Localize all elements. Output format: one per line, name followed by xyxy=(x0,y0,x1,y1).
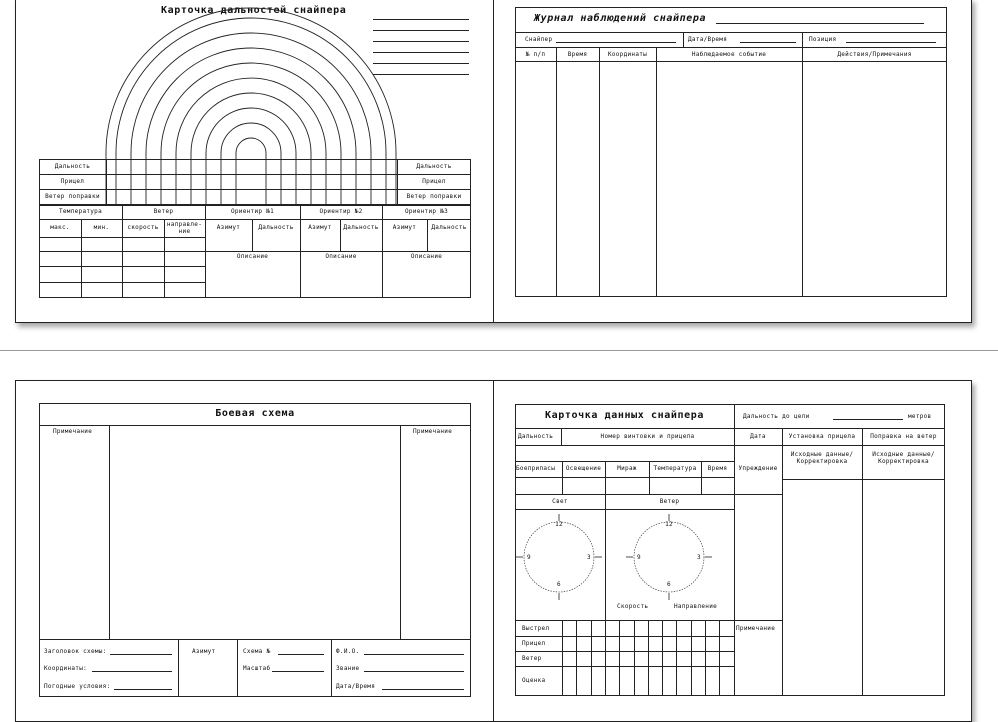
range-row-label-sight: Прицел xyxy=(60,178,85,185)
shot-grid-divider xyxy=(605,620,606,696)
note-label: Примечание xyxy=(736,625,776,632)
header-landmark-1: Ориентир №1 xyxy=(230,208,275,215)
range-row-label-wind: Ветер поправки xyxy=(45,193,100,200)
light-label: Свет xyxy=(552,498,568,505)
azimuth-label: Азимут xyxy=(192,648,216,655)
temperature-label: Температура xyxy=(653,465,697,472)
log-col-coordinates: Координаты xyxy=(607,51,648,58)
observation-log-title: Журнал наблюдений снайпера xyxy=(534,13,707,24)
wind-direction: направле- ние xyxy=(166,221,203,235)
lm1-description: Описание xyxy=(236,253,269,260)
range-arc xyxy=(236,138,266,159)
weather-label: Погодные условия: xyxy=(44,683,111,690)
rifle-scope-label: Номер винтовки и прицела xyxy=(600,433,695,440)
row-wind: Ветер xyxy=(522,655,542,662)
light-clock-3: 3 xyxy=(587,554,591,561)
temp-min: мин. xyxy=(93,224,110,231)
meters-label: метров xyxy=(908,413,932,420)
scheme-no-label: Схема № xyxy=(243,648,271,655)
range-arc xyxy=(176,78,326,159)
header-wind: Ветер xyxy=(153,208,174,215)
range-row-label-distance: Дальность xyxy=(54,163,91,170)
data-card xyxy=(494,381,971,721)
lm2-distance: Дальность xyxy=(343,224,379,231)
shot-grid-divider xyxy=(691,620,692,696)
lm3-description: Описание xyxy=(410,253,443,260)
fio-label: Ф.И.О. xyxy=(336,648,360,655)
notes-right: Примечание xyxy=(413,428,453,435)
header-temperature: Температура xyxy=(58,208,103,215)
mirage-label: Мираж xyxy=(617,465,637,472)
combat-scheme xyxy=(16,381,493,721)
data-card-title: Карточка данных снайпера xyxy=(545,410,704,421)
direction-label: Направление xyxy=(674,603,718,610)
combat-scheme-title: Боевая схема xyxy=(215,408,295,419)
row-shot: Выстрел xyxy=(522,625,550,632)
light-clock-9: 9 xyxy=(527,554,531,561)
range-card-title: Карточка дальностей снайпера xyxy=(161,5,347,16)
scheme-title-label: Заголовок схемы: xyxy=(44,648,107,655)
range-arc xyxy=(146,48,356,159)
rank-label: Звание xyxy=(336,665,360,672)
log-datetime-label: Дата/Время xyxy=(688,36,728,43)
shot-grid-divider xyxy=(648,620,649,696)
header-landmark-3: Ориентир №3 xyxy=(404,208,449,215)
log-col-number: № п/п xyxy=(525,51,546,58)
lighting-label: Освещение xyxy=(565,465,602,472)
row-sight: Прицел xyxy=(522,640,546,647)
range-card xyxy=(16,0,493,322)
shot-grid-divider xyxy=(591,620,592,696)
temp-max: макс. xyxy=(50,224,70,231)
log-sniper-label: Снайпер xyxy=(525,36,553,43)
wind-clock-6: 6 xyxy=(667,581,671,588)
lm3-azimuth: Азимут xyxy=(392,224,417,231)
shot-grid-divider xyxy=(619,620,620,696)
log-col-actions: Действия/Примечания xyxy=(837,51,912,58)
scope-setting-label: Установка прицела xyxy=(788,433,856,440)
lm3-distance: Дальность xyxy=(431,224,467,231)
row-score: Оценка xyxy=(522,677,546,684)
range-row-label-sight-right: Прицел xyxy=(422,178,446,185)
wind-speed: скорость xyxy=(127,224,159,231)
time-label: Время xyxy=(707,465,728,472)
log-col-time: Время xyxy=(567,51,588,58)
shot-grid-divider xyxy=(676,620,677,696)
date-label: Дата xyxy=(750,433,766,440)
range-arc xyxy=(206,108,296,159)
light-clock-6: 6 xyxy=(557,581,561,588)
initial-data-label-2: Исходные данные/ Корректировка xyxy=(872,451,935,465)
range-row-label-wind-right: Ветер поправки xyxy=(406,193,462,200)
lm1-distance: Дальность xyxy=(258,224,294,231)
range-row-label-distance-right: Дальность xyxy=(416,163,452,170)
shot-grid-divider xyxy=(719,620,720,696)
observation-log xyxy=(494,0,971,322)
wind-clock-12: 12 xyxy=(665,521,673,528)
lead-label: Упреждение xyxy=(738,465,778,472)
range-arc xyxy=(221,123,281,159)
log-position-label: Позиция xyxy=(809,36,837,43)
coordinates-label: Координаты: xyxy=(44,665,88,672)
bottom-sheet xyxy=(15,380,972,722)
light-clock-12: 12 xyxy=(555,521,563,528)
shot-grid-divider xyxy=(705,620,706,696)
range-arc xyxy=(191,93,311,159)
distance-label: Дальность xyxy=(518,433,554,440)
wind-clock-3: 3 xyxy=(697,554,701,561)
page-separator xyxy=(0,350,998,351)
wind-clock-9: 9 xyxy=(637,554,641,561)
lm2-azimuth: Азимут xyxy=(308,224,332,231)
ammo-label: Боеприпасы xyxy=(516,465,556,472)
header-landmark-2: Ориентир №2 xyxy=(319,208,363,215)
log-col-event: Наблюдаемое событие xyxy=(691,51,767,58)
shot-grid-divider xyxy=(576,620,577,696)
scheme-datetime-label: Дата/Время xyxy=(336,683,376,690)
wind-correction-label: Поправка на ветер xyxy=(870,433,937,440)
lm1-azimuth: Азимут xyxy=(216,224,241,231)
top-sheet xyxy=(15,0,972,323)
range-arc xyxy=(161,63,341,159)
shot-grid-divider xyxy=(634,620,635,696)
range-arc xyxy=(106,8,396,159)
lm2-description: Описание xyxy=(325,253,357,260)
range-arc xyxy=(131,33,371,159)
target-distance-label: Дальность до цели xyxy=(743,413,810,420)
initial-data-label-1: Исходные данные/ Корректировка xyxy=(790,451,854,465)
shot-grid-divider xyxy=(662,620,663,696)
scale-label: Масштаб xyxy=(243,665,271,672)
shot-grid-divider xyxy=(734,620,735,696)
speed-label: Скорость xyxy=(617,603,649,610)
wind-label: Ветер xyxy=(659,498,680,505)
notes-left: Примечание xyxy=(53,428,93,435)
